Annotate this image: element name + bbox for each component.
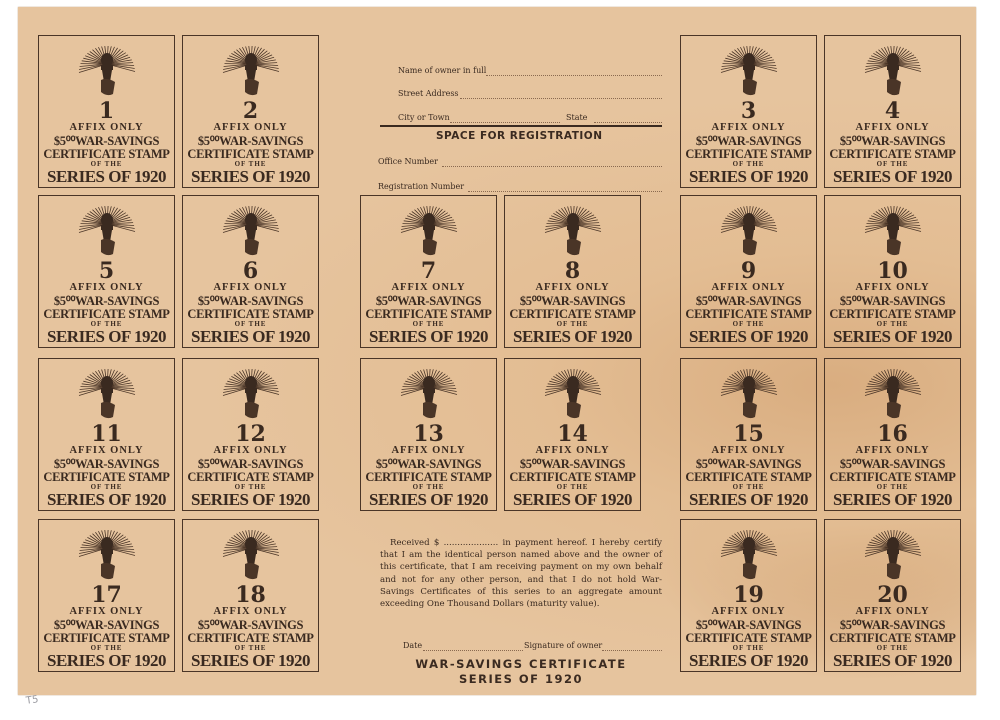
stamp-of-the-text: OF THE — [876, 644, 909, 652]
city-label: City or Town — [398, 113, 450, 122]
stamp-of-the-text: OF THE — [732, 160, 765, 168]
stamp-of-the-text: OF THE — [876, 160, 909, 168]
stamp-value-text: $5⁰⁰WAR-SAVINGS — [695, 294, 802, 308]
stamp-box-5 — [38, 195, 175, 348]
stamp-of-the-text: OF THE — [90, 320, 123, 328]
stamp-box-7 — [360, 195, 497, 348]
stamp-number: 10 — [877, 258, 908, 284]
stamp-affix-text: AFFIX ONLY — [855, 606, 930, 617]
stamp-box-3 — [680, 35, 817, 188]
pencil-mark: T5 — [25, 694, 40, 707]
stamp-of-the-text: OF THE — [234, 483, 267, 491]
stamp-of-the-text: OF THE — [234, 160, 267, 168]
stamp-of-the-text: OF THE — [412, 483, 445, 491]
registration-number-label: Registration Number — [378, 182, 465, 191]
stamp-affix-text: AFFIX ONLY — [391, 445, 466, 456]
stamp-cert-text: CERTIFICATE STAMP — [509, 307, 636, 321]
stamp-affix-text: AFFIX ONLY — [855, 282, 930, 293]
torch-icon — [77, 42, 137, 100]
stamp-cert-text: CERTIFICATE STAMP — [187, 470, 314, 484]
stamp-value-text: $5⁰⁰WAR-SAVINGS — [53, 134, 160, 148]
stamp-cert-text: CERTIFICATE STAMP — [685, 470, 812, 484]
stamp-number: 5 — [98, 258, 115, 284]
stamp-of-the-text: OF THE — [412, 320, 445, 328]
state-label: State — [566, 113, 588, 122]
stamp-of-the-text: OF THE — [234, 320, 267, 328]
stamp-of-the-text: OF THE — [732, 483, 765, 491]
stamp-value-text: $5⁰⁰WAR-SAVINGS — [197, 618, 304, 632]
stamp-series-text: SERIES OF 1920 — [47, 167, 166, 186]
stamp-value-text: $5⁰⁰WAR-SAVINGS — [197, 294, 304, 308]
stamp-value-text: $5⁰⁰WAR-SAVINGS — [375, 457, 482, 471]
stamp-cert-text: CERTIFICATE STAMP — [685, 307, 812, 321]
stamp-number: 9 — [740, 258, 757, 284]
stamp-value-text: $5⁰⁰WAR-SAVINGS — [53, 457, 160, 471]
stamp-affix-text: AFFIX ONLY — [711, 606, 786, 617]
stamp-number: 2 — [242, 98, 259, 124]
stamp-of-the-text: OF THE — [876, 483, 909, 491]
stamp-affix-text: AFFIX ONLY — [711, 282, 786, 293]
stamp-value-text: $5⁰⁰WAR-SAVINGS — [839, 457, 946, 471]
certificate-title-line2: SERIES OF 1920 — [458, 672, 584, 686]
stamp-box-17 — [38, 519, 175, 672]
stamp-of-the-text: OF THE — [732, 644, 765, 652]
stamp-series-text: SERIES OF 1920 — [191, 327, 310, 346]
torch-icon — [719, 526, 779, 584]
stamp-cert-text: CERTIFICATE STAMP — [43, 470, 170, 484]
torch-icon — [399, 202, 459, 260]
office-number-label: Office Number — [378, 157, 438, 166]
stamp-number: 13 — [413, 421, 444, 447]
stamp-number: 15 — [733, 421, 764, 447]
stamp-of-the-text: OF THE — [876, 320, 909, 328]
stamp-number: 20 — [877, 582, 908, 608]
stamp-affix-text: AFFIX ONLY — [69, 122, 144, 133]
stamp-box-14 — [504, 358, 641, 511]
stamp-of-the-text: OF THE — [90, 483, 123, 491]
stamp-affix-text: AFFIX ONLY — [213, 122, 288, 133]
office-number-line[interactable] — [442, 166, 662, 167]
stamp-affix-text: AFFIX ONLY — [711, 445, 786, 456]
stamp-box-13 — [360, 358, 497, 511]
stamp-number: 7 — [420, 258, 437, 284]
torch-icon — [863, 42, 923, 100]
stamp-number: 16 — [877, 421, 908, 447]
stamp-number: 17 — [91, 582, 122, 608]
stamp-box-1 — [38, 35, 175, 188]
stamp-affix-text: AFFIX ONLY — [535, 282, 610, 293]
torch-icon — [719, 202, 779, 260]
stamp-cert-text: CERTIFICATE STAMP — [685, 631, 812, 645]
stamp-cert-text: CERTIFICATE STAMP — [187, 631, 314, 645]
stamp-box-16 — [824, 358, 961, 511]
stamp-affix-text: AFFIX ONLY — [69, 445, 144, 456]
stamp-box-9 — [680, 195, 817, 348]
stamp-of-the-text: OF THE — [90, 644, 123, 652]
torch-icon — [77, 365, 137, 423]
owner-name-line[interactable] — [486, 75, 662, 76]
stamp-affix-text: AFFIX ONLY — [535, 445, 610, 456]
stamp-cert-text: CERTIFICATE STAMP — [187, 147, 314, 161]
stamp-box-20 — [824, 519, 961, 672]
torch-icon — [221, 526, 281, 584]
stamp-series-text: SERIES OF 1920 — [513, 490, 632, 509]
stamp-value-text: $5⁰⁰WAR-SAVINGS — [695, 618, 802, 632]
stamp-value-text: $5⁰⁰WAR-SAVINGS — [839, 294, 946, 308]
stamp-box-11 — [38, 358, 175, 511]
stamp-series-text: SERIES OF 1920 — [191, 167, 310, 186]
stamp-affix-text: AFFIX ONLY — [213, 282, 288, 293]
registration-divider — [380, 125, 662, 127]
torch-icon — [719, 42, 779, 100]
torch-icon — [863, 526, 923, 584]
signature-line[interactable] — [602, 650, 662, 651]
torch-icon — [399, 365, 459, 423]
stamp-cert-text: CERTIFICATE STAMP — [365, 307, 492, 321]
stamp-value-text: $5⁰⁰WAR-SAVINGS — [695, 457, 802, 471]
torch-icon — [221, 365, 281, 423]
stamp-cert-text: CERTIFICATE STAMP — [43, 147, 170, 161]
city-line[interactable] — [450, 122, 560, 123]
state-line[interactable] — [594, 122, 662, 123]
stamp-series-text: SERIES OF 1920 — [47, 651, 166, 670]
stamp-series-text: SERIES OF 1920 — [833, 327, 952, 346]
stamp-number: 8 — [564, 258, 581, 284]
stamp-box-10 — [824, 195, 961, 348]
stamp-box-8 — [504, 195, 641, 348]
receipt-statement: Received $ .................... in payment hereof. I hereby certify that I am the identical person named above and the owner of this certificate, that I am receiving payment on my own behalf and not for any other person, and that I do not hold War-Savings Certificates of this series to an aggregate amount exceeding One Thousand Dollars (maturity value). — [380, 538, 662, 610]
stamp-affix-text: AFFIX ONLY — [213, 606, 288, 617]
stamp-affix-text: AFFIX ONLY — [711, 122, 786, 133]
stamp-of-the-text: OF THE — [90, 160, 123, 168]
stamp-series-text: SERIES OF 1920 — [369, 490, 488, 509]
stamp-affix-text: AFFIX ONLY — [855, 445, 930, 456]
torch-icon — [221, 202, 281, 260]
stamp-value-text: $5⁰⁰WAR-SAVINGS — [375, 294, 482, 308]
stamp-value-text: $5⁰⁰WAR-SAVINGS — [695, 134, 802, 148]
stamp-cert-text: CERTIFICATE STAMP — [43, 307, 170, 321]
street-address-line[interactable] — [460, 98, 662, 99]
torch-icon — [77, 202, 137, 260]
stamp-cert-text: CERTIFICATE STAMP — [685, 147, 812, 161]
stamp-affix-text: AFFIX ONLY — [855, 122, 930, 133]
stamp-cert-text: CERTIFICATE STAMP — [509, 470, 636, 484]
torch-icon — [719, 365, 779, 423]
stamp-series-text: SERIES OF 1920 — [191, 490, 310, 509]
stamp-number: 4 — [884, 98, 901, 124]
stamp-number: 12 — [235, 421, 266, 447]
stamp-series-text: SERIES OF 1920 — [689, 167, 808, 186]
stamp-affix-text: AFFIX ONLY — [213, 445, 288, 456]
owner-name-label: Name of owner in full — [398, 66, 487, 75]
stamp-box-4 — [824, 35, 961, 188]
date-line[interactable] — [423, 650, 523, 651]
stamp-value-text: $5⁰⁰WAR-SAVINGS — [839, 134, 946, 148]
stamp-of-the-text: OF THE — [234, 644, 267, 652]
stamp-box-12 — [182, 358, 319, 511]
stamp-number: 3 — [740, 98, 757, 124]
stamp-value-text: $5⁰⁰WAR-SAVINGS — [53, 618, 160, 632]
torch-icon — [77, 526, 137, 584]
stamp-value-text: $5⁰⁰WAR-SAVINGS — [53, 294, 160, 308]
stamp-series-text: SERIES OF 1920 — [47, 327, 166, 346]
war-savings-certificate-card — [18, 7, 976, 695]
stamp-cert-text: CERTIFICATE STAMP — [829, 470, 956, 484]
stamp-cert-text: CERTIFICATE STAMP — [829, 147, 956, 161]
stamp-number: 14 — [557, 421, 588, 447]
stamp-series-text: SERIES OF 1920 — [689, 490, 808, 509]
stamp-series-text: SERIES OF 1920 — [833, 167, 952, 186]
stamp-of-the-text: OF THE — [732, 320, 765, 328]
torch-icon — [863, 202, 923, 260]
stamp-series-text: SERIES OF 1920 — [833, 490, 952, 509]
stamp-cert-text: CERTIFICATE STAMP — [187, 307, 314, 321]
stamp-affix-text: AFFIX ONLY — [69, 282, 144, 293]
stamp-number: 18 — [235, 582, 266, 608]
stamp-cert-text: CERTIFICATE STAMP — [365, 470, 492, 484]
torch-icon — [221, 42, 281, 100]
stamp-series-text: SERIES OF 1920 — [689, 327, 808, 346]
stamp-of-the-text: OF THE — [556, 320, 589, 328]
stamp-of-the-text: OF THE — [556, 483, 589, 491]
stamp-series-text: SERIES OF 1920 — [369, 327, 488, 346]
stamp-value-text: $5⁰⁰WAR-SAVINGS — [839, 618, 946, 632]
stamp-box-6 — [182, 195, 319, 348]
torch-icon — [863, 365, 923, 423]
stamp-series-text: SERIES OF 1920 — [689, 651, 808, 670]
stamp-series-text: SERIES OF 1920 — [833, 651, 952, 670]
stamp-cert-text: CERTIFICATE STAMP — [43, 631, 170, 645]
signature-label: Signature of owner — [524, 641, 603, 650]
stamp-affix-text: AFFIX ONLY — [391, 282, 466, 293]
torch-icon — [543, 202, 603, 260]
stamp-box-18 — [182, 519, 319, 672]
stamp-number: 6 — [242, 258, 259, 284]
registration-number-line[interactable] — [468, 191, 662, 192]
certificate-title-line1: WAR-SAVINGS CERTIFICATE — [415, 657, 627, 671]
stamp-box-15 — [680, 358, 817, 511]
registration-title: SPACE FOR REGISTRATION — [436, 130, 603, 142]
certificate-title — [380, 657, 662, 687]
stamp-cert-text: CERTIFICATE STAMP — [829, 307, 956, 321]
stamp-series-text: SERIES OF 1920 — [513, 327, 632, 346]
stamp-series-text: SERIES OF 1920 — [191, 651, 310, 670]
date-label: Date — [403, 641, 423, 650]
stamp-number: 11 — [91, 421, 122, 447]
stamp-number: 19 — [733, 582, 764, 608]
stamp-value-text: $5⁰⁰WAR-SAVINGS — [197, 457, 304, 471]
stamp-value-text: $5⁰⁰WAR-SAVINGS — [519, 294, 626, 308]
torch-icon — [543, 365, 603, 423]
stamp-value-text: $5⁰⁰WAR-SAVINGS — [519, 457, 626, 471]
stamp-number: 1 — [98, 98, 115, 124]
street-address-label: Street Address — [398, 89, 459, 98]
stamp-value-text: $5⁰⁰WAR-SAVINGS — [197, 134, 304, 148]
stamp-box-19 — [680, 519, 817, 672]
stamp-series-text: SERIES OF 1920 — [47, 490, 166, 509]
stamp-cert-text: CERTIFICATE STAMP — [829, 631, 956, 645]
stamp-affix-text: AFFIX ONLY — [69, 606, 144, 617]
stamp-box-2 — [182, 35, 319, 188]
